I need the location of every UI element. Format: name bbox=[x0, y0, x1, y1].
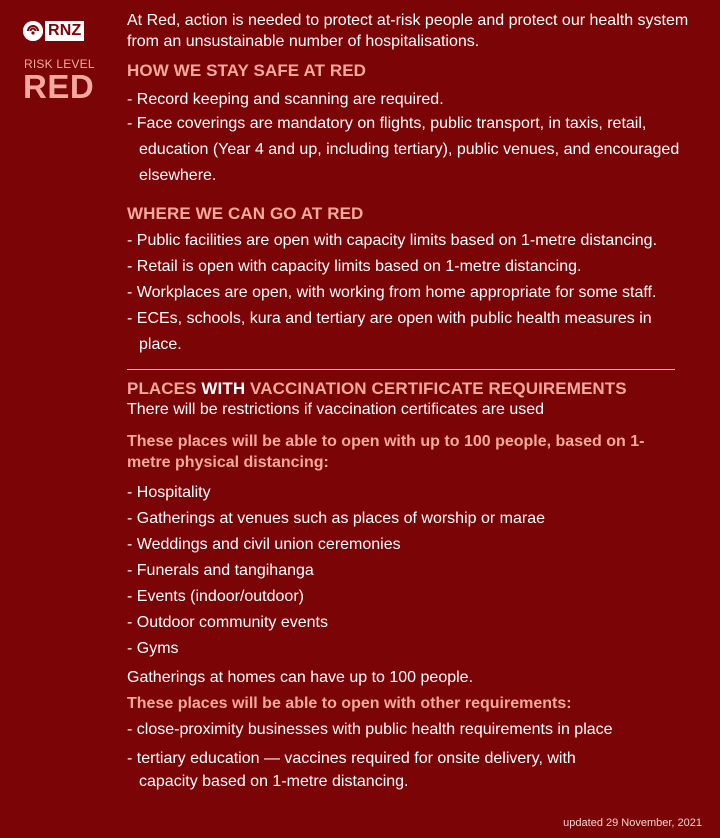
group2-title: These places will be able to open with other requirements: bbox=[127, 695, 572, 712]
vaccination-heading bbox=[127, 378, 697, 399]
main-content bbox=[127, 10, 697, 793]
list-item: - Hospitality bbox=[127, 484, 211, 501]
stay-safe-list bbox=[127, 88, 697, 189]
group1-list bbox=[127, 480, 697, 662]
vaccination-subheading: There will be restrictions if vaccination certificates are used bbox=[127, 401, 545, 418]
stay-safe-heading: HOW WE STAY SAFE AT RED bbox=[127, 61, 367, 80]
list-item: - ECEs, schools, kura and tertiary are open with public health measures in place. bbox=[127, 310, 652, 353]
vaccination-heading-pre: PLACES bbox=[127, 379, 202, 398]
list-item: - Events (indoor/outdoor) bbox=[127, 588, 304, 605]
list-item: - Weddings and civil union ceremonies bbox=[127, 536, 401, 553]
risk-level-value: RED bbox=[23, 68, 95, 105]
rnz-logo bbox=[23, 21, 84, 41]
updated-date: updated 29 November, 2021 bbox=[563, 817, 702, 829]
list-item: - Retail is open with capacity limits based on 1-metre distancing. bbox=[127, 258, 582, 275]
vaccination-heading-emphasis: WITH bbox=[201, 379, 246, 398]
rnz-radio-icon bbox=[23, 21, 43, 41]
homes-note: Gatherings at homes can have up to 100 people. bbox=[127, 669, 474, 686]
list-item: - Record keeping and scanning are required. bbox=[127, 91, 444, 108]
list-item: - Gyms bbox=[127, 640, 179, 657]
group1-title: These places will be able to open with up to 100 people, based on 1-metre physical distancing: bbox=[127, 433, 645, 471]
group2-list bbox=[127, 717, 697, 793]
list-item: - Funerals and tangihanga bbox=[127, 562, 314, 579]
list-item: - Outdoor community events bbox=[127, 614, 328, 631]
list-item: - Public facilities are open with capacity limits based on 1-metre distancing. bbox=[127, 232, 658, 249]
list-item: - Gatherings at venues such as places of worship or marae bbox=[127, 510, 545, 527]
vaccination-heading-post: VACCINATION CERTIFICATE REQUIREMENTS bbox=[245, 379, 627, 398]
intro-text: At Red, action is needed to protect at-risk people and protect our health system from an unsustainable number of hospitalisations. bbox=[127, 12, 689, 50]
where-go-list bbox=[127, 228, 697, 358]
list-item: - tertiary education — vaccines required for onsite delivery, with capacity based on 1-metre distancing. bbox=[127, 750, 576, 790]
risk-level-label: RISK LEVEL bbox=[24, 57, 95, 71]
list-item: - close-proximity businesses with public health requirements in place bbox=[127, 721, 613, 738]
list-item: - Face coverings are mandatory on flights, public transport, in taxis, retail, education (Year 4 and up, including tertiary), public venues, and encouraged elsewhere. bbox=[127, 115, 680, 184]
where-go-heading: WHERE WE CAN GO AT RED bbox=[127, 204, 364, 223]
list-item: - Workplaces are open, with working from home appropriate for some staff. bbox=[127, 284, 657, 301]
rnz-logo-text: RNZ bbox=[45, 21, 84, 41]
